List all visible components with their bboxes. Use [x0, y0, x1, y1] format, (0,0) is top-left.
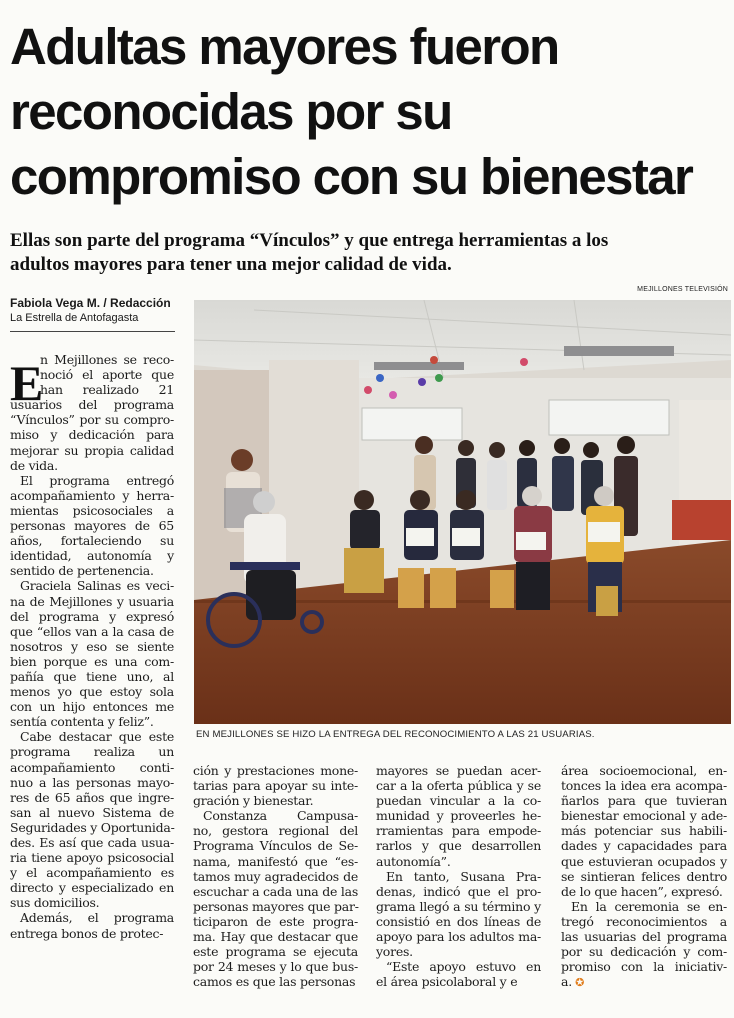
article-line: pañía que tiene uno, al — [10, 668, 174, 684]
byline-outlet: La Estrella de Antofagasta — [10, 312, 139, 324]
article-photo — [194, 300, 731, 724]
article-line: noció el aporte que — [40, 367, 174, 383]
article-line: El programa entregó — [20, 472, 174, 488]
article-line: este programa se ejecuta — [193, 944, 358, 960]
article-line: na de Mejillones y usuaria — [10, 593, 174, 609]
article-line: nuo a las personas mayo- — [10, 774, 174, 790]
article-line: que “ellos van a la casa de — [10, 623, 174, 639]
headline-line: reconocidas por su — [10, 83, 452, 140]
article-line: ticiparon de este progra- — [193, 913, 358, 929]
article-line: miso y dedicación para — [10, 427, 174, 443]
article-line: yores. — [376, 944, 413, 960]
article-line: de vida. — [10, 457, 58, 473]
subheadline — [10, 229, 728, 277]
drop-cap: E — [10, 355, 44, 411]
byline-divider — [10, 331, 175, 332]
article-line: más potenciar sus habili- — [561, 823, 727, 839]
end-of-article-icon: ✪ — [571, 976, 585, 990]
article-line: programa realiza un — [10, 744, 174, 760]
article-line: Seguridades y Oportunida- — [10, 819, 175, 835]
article-column-2 — [193, 763, 358, 989]
byline-author: Fabiola Vega M. / Redacción — [10, 296, 171, 310]
article-line: menos yo que estoy sola — [10, 684, 174, 700]
article-line: Constanza Campusa- — [203, 808, 358, 824]
article-line: acompañamiento conti- — [10, 759, 174, 775]
article-line: nama, manifestó que “es- — [193, 853, 358, 869]
article-column-4 — [561, 763, 727, 990]
article-line: por su dedicación y com- — [561, 944, 727, 960]
group-photo-illustration — [194, 300, 731, 724]
article-line: En la ceremonia se en- — [571, 898, 727, 914]
article-line: directo y especializado en — [10, 880, 174, 896]
article-line: san al nuevo Sistema de — [10, 804, 174, 820]
article-line: por 24 meses y lo que bus- — [193, 959, 358, 975]
article-line: promiso con la iniciativ- — [561, 959, 727, 975]
article-line: ma. Hay que destacar que — [193, 929, 358, 945]
headline-line: compromiso con su bienestar — [10, 148, 693, 205]
article-line: Cabe destacar que este — [20, 729, 174, 745]
article-line: mientas psicosociales a — [10, 502, 174, 518]
subhead-line: adultos mayores para tener una mejor calidad de vida. — [10, 254, 452, 275]
article-line: Además, el programa — [20, 910, 174, 926]
article-line: de lo que hacen”, expresó. — [561, 883, 723, 899]
article-line: n Mejillones se reco- — [40, 352, 174, 367]
article-line: ñarlos para que tuvieran — [561, 793, 727, 809]
article-line: años, fortaleciendo su — [10, 533, 174, 549]
article-line: las usuarias del programa — [561, 929, 727, 945]
article-line: sentía contenta y feliz”. — [10, 714, 154, 730]
article-line: y el acompañamiento es — [10, 865, 174, 881]
article-line: con un hijo entonces me — [10, 699, 174, 715]
article-line: no, gestora regional del — [193, 823, 358, 839]
article-line: usuarios del programa — [10, 397, 174, 413]
article-line: bienestar emocional y ade- — [561, 808, 727, 824]
article-line: des. Es así que cada usua- — [10, 835, 174, 850]
headline-line: Adultas mayores fueron — [10, 18, 559, 75]
article-line: tonces la idea era acompa- — [561, 778, 727, 794]
article-line: camos es que las personas — [193, 974, 356, 990]
subhead-line: Ellas son parte del programa “Vínculos” y que entrega herramientas a los — [10, 230, 609, 251]
article-line: nosotros y eso se siente — [10, 638, 174, 654]
article-line: que estuvieran ocupados y — [561, 853, 727, 869]
article-line: res de 65 años que ingre- — [10, 789, 174, 805]
article-line: sus domicilios. — [10, 895, 100, 911]
article-line: a. ✪ — [561, 974, 585, 990]
article-line: se sintieran felices dentro — [561, 868, 727, 884]
article-line: área socioemocional, en- — [561, 763, 727, 778]
article-line: mejorar su propia calidad — [10, 442, 174, 458]
article-line: identidad, autonomía y — [10, 548, 174, 564]
article-line: denas, indicó que el pro- — [376, 883, 541, 899]
article-line: car a la oferta pública y se — [376, 778, 541, 794]
article-line: el área psicolaboral y e — [376, 974, 518, 990]
article-line: rramientas para empode- — [376, 823, 541, 839]
article-column-1 — [10, 352, 174, 941]
article-line: entrega bonos de protec- — [10, 925, 164, 941]
article-line: “Este apoyo estuvo en — [386, 959, 541, 975]
article-line: personas mayores que par- — [193, 898, 359, 914]
photo-credit: MEJILLONES TELEVISIÓN — [637, 286, 728, 293]
article-line: mayores se puedan acer- — [376, 763, 541, 778]
photo-caption: EN MEJILLONES SE HIZO LA ENTREGA DEL RECONOCIMIENTO A LAS 21 USUARIAS. — [196, 729, 595, 740]
article-line: ria tiene apoyo psicosocial — [10, 850, 174, 866]
article-line: apoyo para los adultos ma- — [376, 929, 541, 945]
article-line: han realizado 21 — [40, 382, 174, 398]
article-line: dades y capacidades para — [561, 838, 727, 854]
article-line: escuchar a cada una de las — [193, 883, 358, 899]
article-line: En tanto, Susana Pra- — [386, 868, 541, 884]
article-line: grama llegó a su término y — [376, 898, 541, 914]
article-line: “Vínculos” por su compro- — [10, 412, 174, 428]
article-line: tregó reconocimientos a — [561, 913, 727, 929]
headline — [10, 14, 728, 209]
article-line: gración y bienestar. — [193, 793, 314, 809]
article-line: tarias para apoyar su inte- — [193, 778, 358, 794]
byline — [10, 296, 175, 325]
article-line: bien porque es una com- — [10, 653, 174, 669]
article-line: Graciela Salinas es veci- — [20, 578, 174, 594]
article-line: tamos muy agradecidos de — [193, 868, 358, 884]
article-line: del programa y expresó — [10, 608, 174, 624]
article-line: Programa Vínculos de Se- — [193, 838, 358, 854]
article-line: rarlos y que desarrollen — [376, 838, 541, 854]
article-line: munidad y proveerles he- — [376, 808, 541, 824]
article-line: acompañamiento y herra- — [10, 487, 174, 503]
article-line: autonomía”. — [376, 853, 451, 869]
article-line: consistió en dos líneas de — [376, 913, 541, 929]
article-line: ción y prestaciones mone- — [193, 763, 358, 778]
article-line: personas mayores de 65 — [10, 518, 174, 534]
article-column-3 — [376, 763, 541, 989]
article-line: sentido de pertenencia. — [10, 563, 154, 579]
article-line: puedan vincular a la co- — [376, 793, 541, 809]
